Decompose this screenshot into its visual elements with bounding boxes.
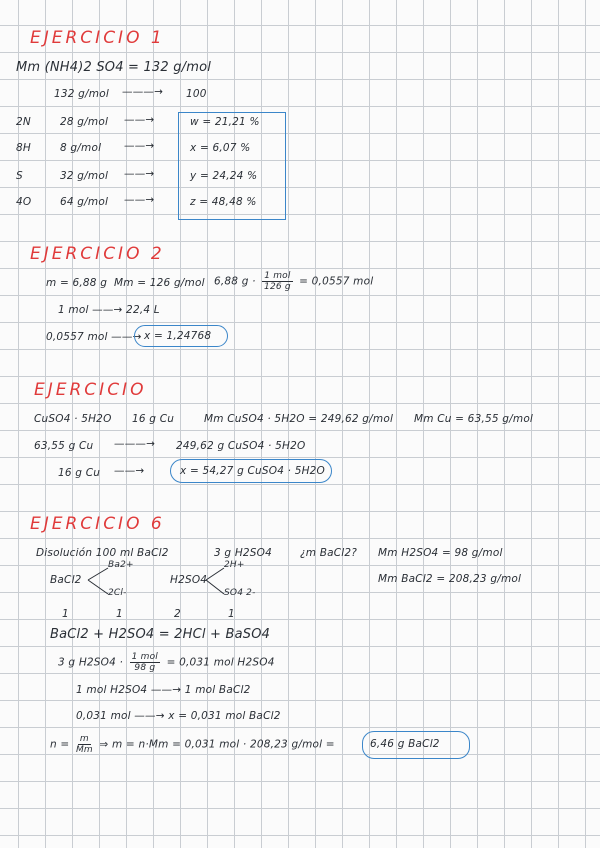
ex6-mass-formula xyxy=(50,734,335,755)
exercise-2-title: EJERCICIO 2 xyxy=(30,244,165,264)
ex1-row-arrow: ——→ xyxy=(124,140,155,152)
ex1-row-label: 4O xyxy=(16,196,32,208)
ex1-row-arrow: ——→ xyxy=(124,114,155,126)
ex3-result: x = 54,27 g CuSO4 · 5H2O xyxy=(180,465,326,477)
ex6-h-ion: 2H+ xyxy=(224,560,245,570)
fraction-denominator: 126 g xyxy=(264,282,291,292)
ex6-conversion-result: = 0,031 mol H2SO4 xyxy=(166,656,275,669)
ex3-arrow: ——→ xyxy=(114,465,145,477)
ex6-question: ¿m BaCl2? xyxy=(300,547,358,559)
ex2-molar-volume: 1 mol ——→ 22,4 L xyxy=(58,304,160,316)
ex1-result: w = 21,21 % xyxy=(190,116,260,128)
ex3-proportion-end: 249,62 g CuSO4 · 5H2O xyxy=(176,440,306,452)
ex6-bacl2: BaCl2 xyxy=(50,574,82,586)
ex1-row-mass: 64 g/mol xyxy=(60,196,109,208)
ex3-cu-mass: 16 g Cu xyxy=(132,413,175,425)
fraction-numerator: 1 mol xyxy=(264,271,291,281)
ex6-coefficient: 1 xyxy=(116,608,123,620)
ex1-arrow: ———→ xyxy=(122,86,164,98)
ex1-result: x = 6,07 % xyxy=(190,142,251,154)
ex2-conversion-start: 6,88 g · xyxy=(214,275,256,288)
ex3-arrow: ———→ xyxy=(114,438,156,450)
fraction-numerator: 1 mol xyxy=(131,652,159,662)
ex3-compound-molar-mass: Mm CuSO4 · 5H2O = 249,62 g/mol xyxy=(204,413,394,425)
ex6-so4-ion: SO4 2- xyxy=(224,588,256,598)
ex6-salt-molar-mass: Mm BaCl2 = 208,23 g/mol xyxy=(378,573,522,585)
exercise-3-title: EJERCICIO xyxy=(34,380,147,400)
ex1-row-arrow: ——→ xyxy=(124,194,155,206)
ex3-given-mass: 16 g Cu xyxy=(58,467,101,479)
exercise-1-title: EJERCICIO 1 xyxy=(30,28,165,48)
ex1-total-pct: 100 xyxy=(186,88,207,100)
ex2-conversion-result: = 0,0557 mol xyxy=(299,275,374,288)
ex1-row-mass: 8 g/mol xyxy=(60,142,102,154)
fraction-numerator: m xyxy=(79,734,89,744)
ex1-row-mass: 28 g/mol xyxy=(60,116,109,128)
ex6-coefficient: 1 xyxy=(62,608,69,620)
ex6-cl-ion: 2Cl- xyxy=(108,588,127,598)
ex1-row-arrow: ——→ xyxy=(124,168,155,180)
ex6-mass-formula-start: n = xyxy=(50,738,70,751)
exercise-6-title: EJERCICIO 6 xyxy=(30,514,165,534)
ex6-coefficient: 1 xyxy=(228,608,235,620)
ex6-solution: Disolución 100 ml BaCl2 xyxy=(36,547,169,559)
ex1-formula: Mm (NH4)2 SO4 = 132 g/mol xyxy=(16,60,212,75)
ex2-mass: m = 6,88 g xyxy=(46,277,108,289)
ex3-proportion-start: 63,55 g Cu xyxy=(34,440,94,452)
ex1-total-mass: 132 g/mol xyxy=(54,88,109,100)
ex6-conversion-start: 3 g H2SO4 · xyxy=(58,656,124,669)
ex2-result: x = 1,24768 xyxy=(144,330,212,342)
ex2-proportion: 0,0557 mol ——→ xyxy=(46,331,142,343)
ex6-mass-formula-calc: ⇒ m = n·Mm = 0,031 mol · 208,23 g/mol = xyxy=(99,738,335,751)
ex6-fraction xyxy=(130,652,160,673)
ex6-h2so4: H2SO4 xyxy=(170,574,208,586)
ex3-cu-molar-mass: Mm Cu = 63,55 g/mol xyxy=(414,413,534,425)
ex6-equation: BaCl2 + H2SO4 = 2HCl + BaSO4 xyxy=(50,627,271,642)
ex1-result: z = 48,48 % xyxy=(190,196,257,208)
ex6-acid-mass: 3 g H2SO4 xyxy=(214,547,273,559)
ex6-result: 6,46 g BaCl2 xyxy=(370,738,440,750)
ex6-fraction xyxy=(76,734,93,755)
ex1-row-label: 2N xyxy=(16,116,31,128)
ex3-compound: CuSO4 · 5H2O xyxy=(34,413,112,425)
ex6-conversion xyxy=(58,652,275,673)
ex6-proportion: 0,031 mol ——→ x = 0,031 mol BaCl2 xyxy=(76,710,281,722)
ex6-ba-ion: Ba2+ xyxy=(108,560,134,570)
ex6-coefficient: 2 xyxy=(174,608,181,620)
ex1-row-label: 8H xyxy=(16,142,31,154)
ex1-row-mass: 32 g/mol xyxy=(60,170,109,182)
ex1-result: y = 24,24 % xyxy=(190,170,258,182)
ex6-stoichiometry: 1 mol H2SO4 ——→ 1 mol BaCl2 xyxy=(76,684,251,696)
fraction-denominator: 98 g xyxy=(134,663,156,673)
ex6-acid-molar-mass: Mm H2SO4 = 98 g/mol xyxy=(378,547,503,559)
ex1-row-label: S xyxy=(16,170,23,182)
ex2-molar-mass: Mm = 126 g/mol xyxy=(114,277,205,289)
fraction-denominator: Mm xyxy=(75,745,93,755)
